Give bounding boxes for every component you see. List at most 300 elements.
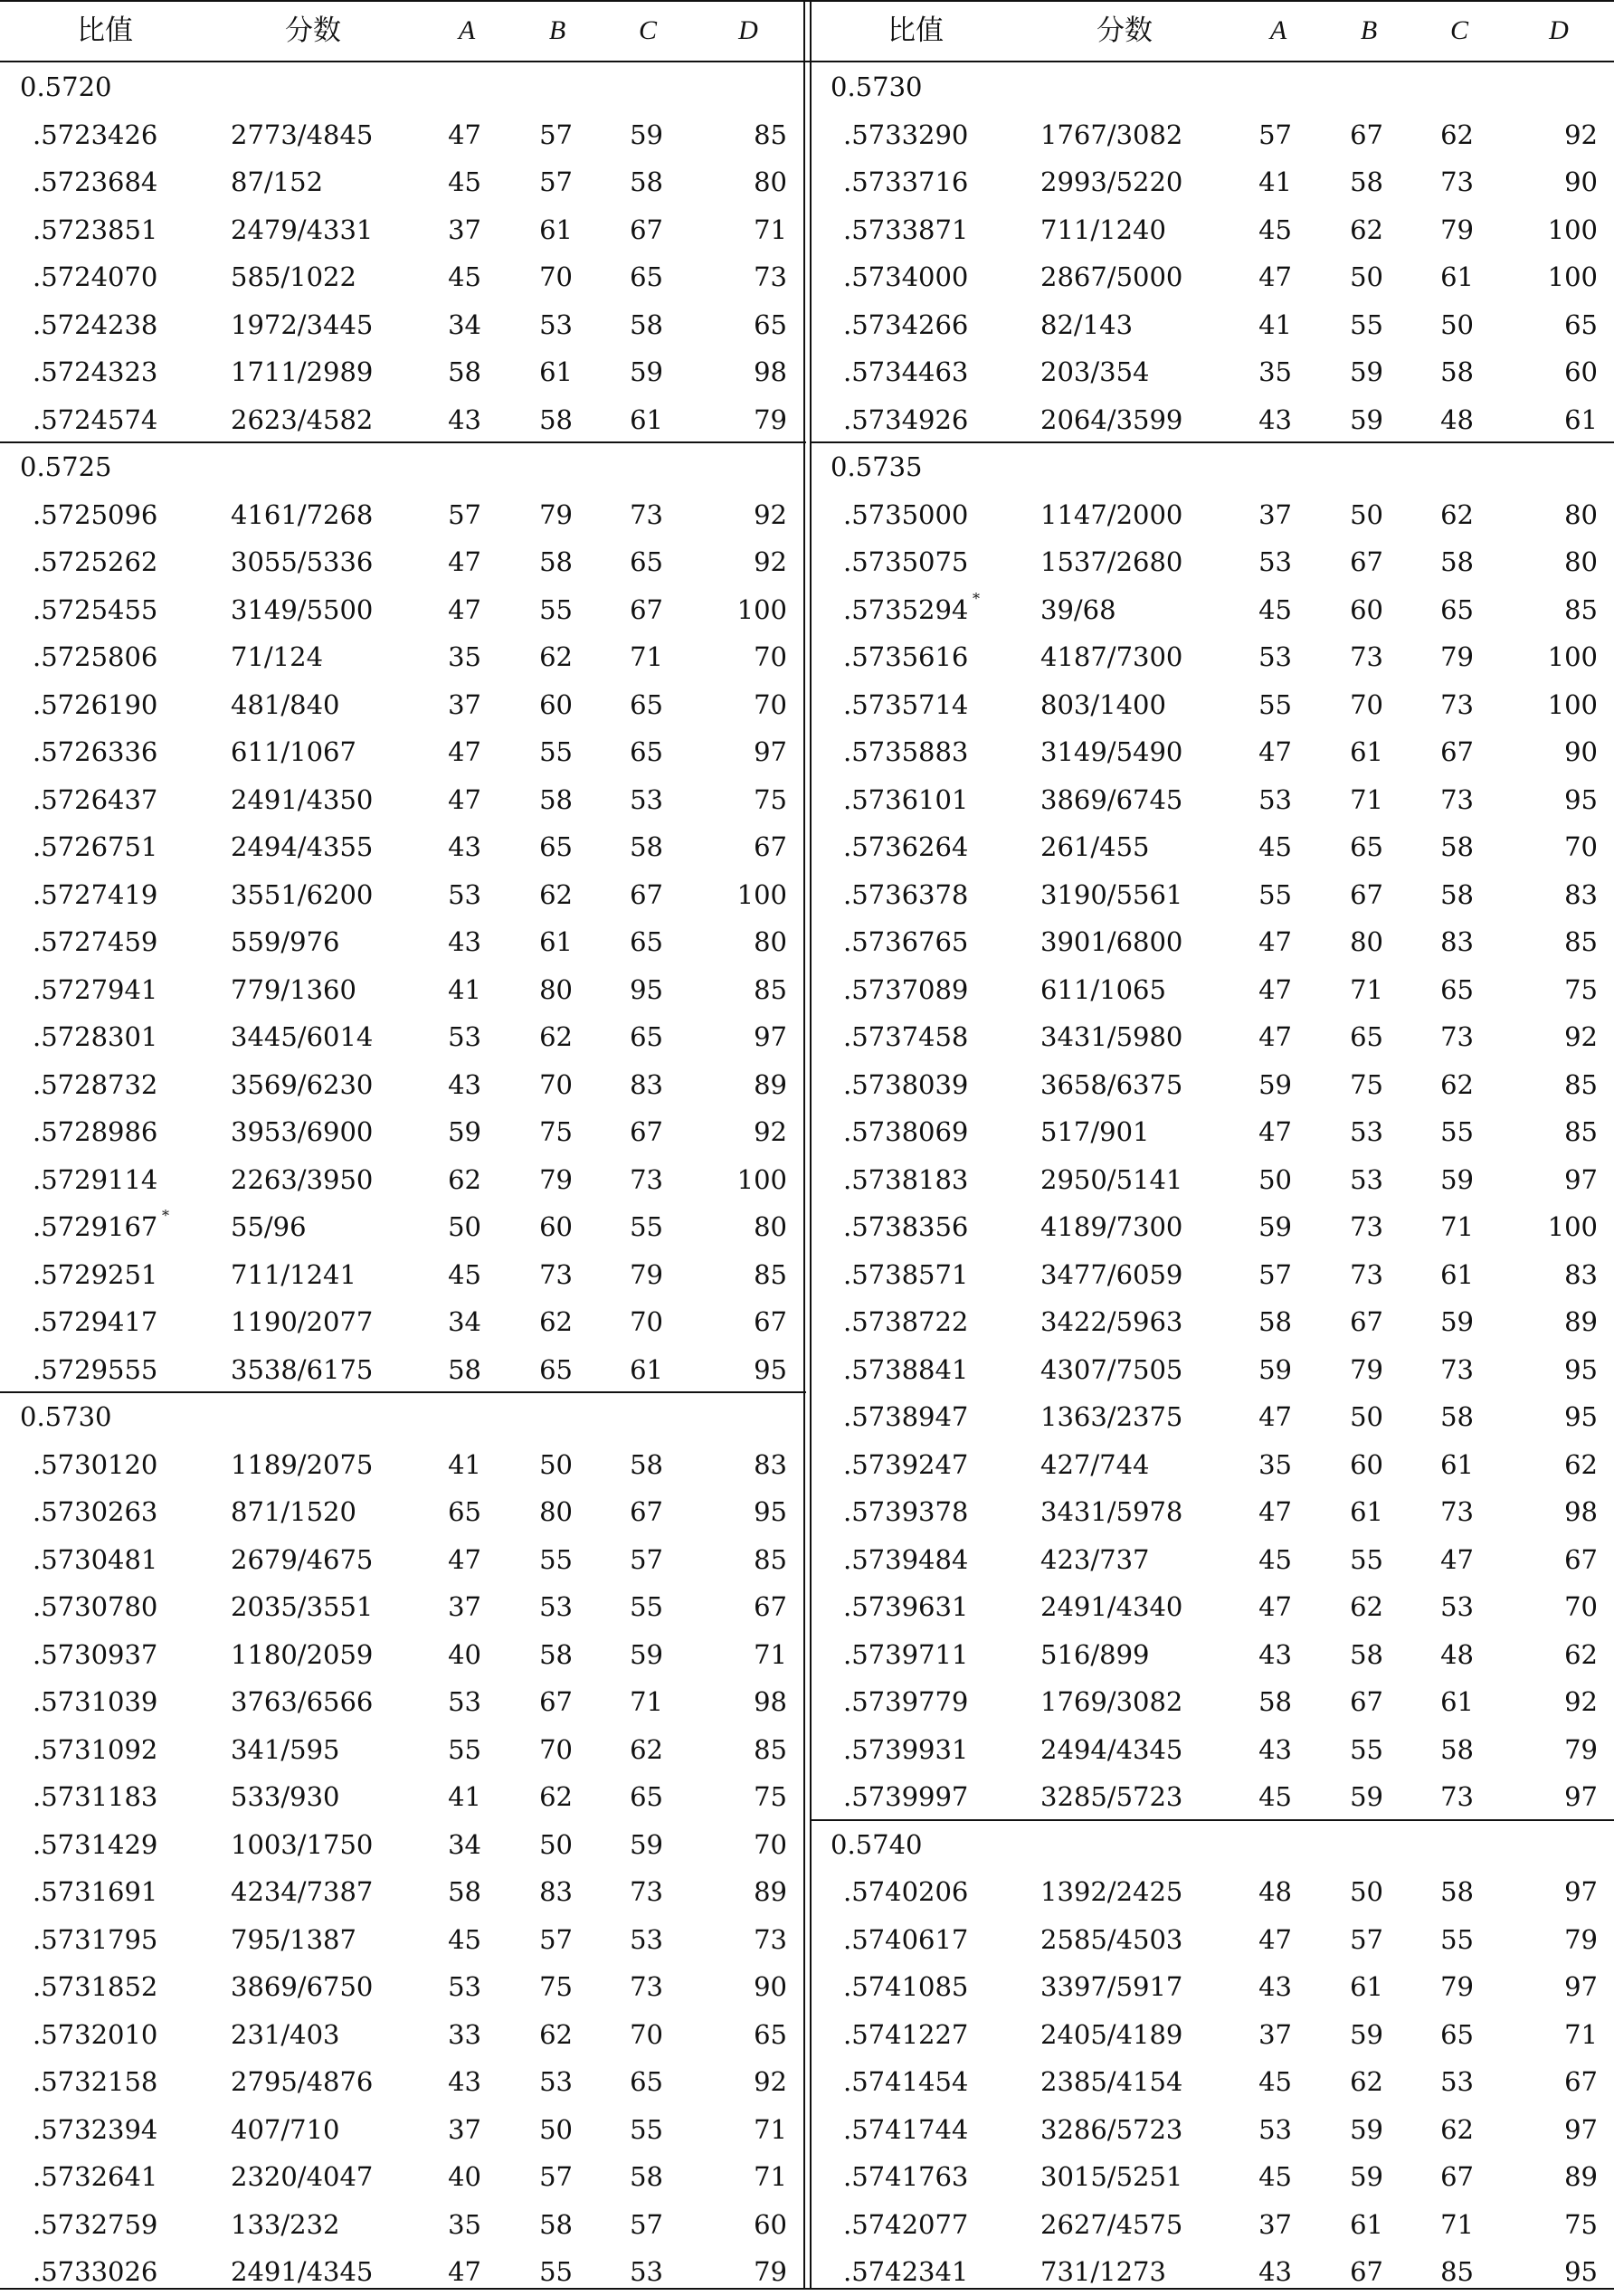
value-a: 65 — [448, 1496, 481, 1527]
fraction-value: 2950/5141 — [1040, 1163, 1183, 1195]
value-c: 57 — [630, 2208, 663, 2240]
value-a: 47 — [448, 119, 481, 150]
value-a: 58 — [448, 1876, 481, 1907]
value-c: 59 — [630, 1828, 663, 1860]
fraction-value: 1190/2077 — [231, 1306, 374, 1337]
ratio-value: .5729555 — [33, 1353, 158, 1385]
fraction-value: 2494/4345 — [1040, 1733, 1183, 1765]
value-a: 53 — [448, 1021, 481, 1052]
column-header-a: A — [458, 15, 476, 45]
value-a: 59 — [1258, 1211, 1292, 1242]
value-b: 67 — [1350, 546, 1383, 577]
value-b: 70 — [539, 1733, 573, 1765]
value-b: 62 — [539, 1306, 573, 1337]
value-c: 71 — [630, 641, 663, 672]
value-a: 34 — [448, 308, 481, 340]
value-c: 61 — [1440, 1448, 1474, 1480]
value-d: 95 — [754, 1496, 787, 1527]
value-a: 58 — [1258, 1686, 1292, 1717]
value-b: 55 — [539, 593, 573, 625]
value-b: 71 — [1350, 973, 1383, 1005]
value-c: 58 — [1440, 1733, 1474, 1765]
value-d: 95 — [1564, 2256, 1598, 2287]
value-a: 45 — [448, 1258, 481, 1290]
fraction-value: 3477/6059 — [1040, 1258, 1183, 1290]
value-c: 53 — [630, 2256, 663, 2287]
value-d: 97 — [1564, 1781, 1598, 1812]
column-header-fraction: 分数 — [1097, 14, 1153, 47]
value-d: 90 — [1564, 736, 1598, 767]
ratio-value: .5739711 — [843, 1638, 969, 1670]
group-label: 0.5725 — [20, 451, 112, 482]
ratio-value: .5740206 — [843, 1876, 969, 1907]
value-a: 59 — [1258, 1353, 1292, 1385]
fraction-value: 2627/4575 — [1040, 2208, 1183, 2240]
fraction-value: 1189/2075 — [231, 1448, 374, 1480]
value-a: 37 — [448, 1591, 481, 1622]
value-d: 100 — [736, 878, 787, 910]
value-b: 58 — [539, 546, 573, 577]
ratio-value: .5723851 — [33, 213, 158, 245]
ratio-value: .5734266 — [843, 308, 969, 340]
value-b: 58 — [1350, 1638, 1383, 1670]
value-b: 75 — [539, 1116, 573, 1147]
fraction-value: 2479/4331 — [231, 213, 374, 245]
value-b: 80 — [1350, 926, 1383, 957]
value-a: 40 — [448, 2161, 481, 2192]
value-a: 47 — [448, 1543, 481, 1575]
value-b: 60 — [539, 1211, 573, 1242]
column-header-b: B — [1360, 15, 1378, 45]
fraction-value: 1537/2680 — [1040, 546, 1183, 577]
value-a: 37 — [448, 213, 481, 245]
value-d: 70 — [754, 1828, 787, 1860]
value-b: 55 — [539, 1543, 573, 1575]
column-header-c: C — [1449, 15, 1468, 45]
value-c: 59 — [1440, 1163, 1474, 1195]
fraction-value: 795/1387 — [231, 1923, 356, 1955]
value-c: 70 — [630, 2018, 663, 2050]
value-d: 67 — [754, 1306, 787, 1337]
value-a: 62 — [448, 1163, 481, 1195]
ratio-value: .5732394 — [33, 2113, 158, 2145]
ratio-value: .5740617 — [843, 1923, 969, 1955]
column-header-c: C — [638, 15, 657, 45]
value-d: 95 — [1564, 1401, 1598, 1432]
value-a: 47 — [1258, 1591, 1292, 1622]
value-b: 50 — [539, 1448, 573, 1480]
fraction-value: 3538/6175 — [231, 1353, 374, 1385]
value-b: 50 — [1350, 498, 1383, 530]
value-a: 35 — [448, 2208, 481, 2240]
value-b: 80 — [539, 1496, 573, 1527]
value-b: 62 — [539, 878, 573, 910]
value-c: 67 — [630, 593, 663, 625]
value-c: 65 — [630, 926, 663, 957]
value-c: 53 — [1440, 2066, 1474, 2097]
value-b: 62 — [539, 1021, 573, 1052]
value-d: 100 — [736, 593, 787, 625]
value-b: 79 — [1350, 1353, 1383, 1385]
fraction-value: 4187/7300 — [1040, 641, 1183, 672]
value-d: 71 — [1564, 2018, 1598, 2050]
value-a: 45 — [1258, 1781, 1292, 1812]
value-c: 55 — [1440, 1923, 1474, 1955]
center-divider-left — [803, 0, 805, 2290]
group-separator — [812, 1819, 1614, 1821]
ratio-value: .5739247 — [843, 1448, 969, 1480]
value-d: 79 — [1564, 1923, 1598, 1955]
fraction-value: 2491/4345 — [231, 2256, 374, 2287]
ratio-value: .5741454 — [843, 2066, 969, 2097]
value-b: 58 — [539, 1638, 573, 1670]
column-header-d: D — [738, 15, 758, 45]
ratio-value: .5733871 — [843, 213, 969, 245]
value-b: 79 — [539, 498, 573, 530]
fraction-value: 3397/5917 — [1040, 1971, 1183, 2002]
value-b: 61 — [539, 356, 573, 387]
value-d: 67 — [754, 831, 787, 862]
value-c: 61 — [1440, 261, 1474, 292]
ratio-value: .5735000 — [843, 498, 969, 530]
fraction-value: 803/1400 — [1040, 688, 1166, 720]
value-d: 97 — [1564, 1163, 1598, 1195]
value-c: 65 — [630, 261, 663, 292]
value-a: 45 — [1258, 593, 1292, 625]
value-a: 47 — [1258, 1923, 1292, 1955]
value-c: 61 — [630, 403, 663, 435]
value-d: 89 — [754, 1068, 787, 1100]
ratio-value: .5728986 — [33, 1116, 158, 1147]
value-c: 58 — [630, 831, 663, 862]
value-a: 58 — [1258, 1306, 1292, 1337]
value-b: 79 — [539, 1163, 573, 1195]
value-d: 85 — [1564, 593, 1598, 625]
value-b: 67 — [1350, 878, 1383, 910]
value-a: 37 — [1258, 2208, 1292, 2240]
value-d: 75 — [1564, 973, 1598, 1005]
value-c: 65 — [1440, 593, 1474, 625]
value-a: 59 — [1258, 1068, 1292, 1100]
ratio-value: .5741763 — [843, 2161, 969, 2192]
value-b: 60 — [539, 688, 573, 720]
value-a: 41 — [1258, 166, 1292, 197]
value-c: 59 — [630, 1638, 663, 1670]
fraction-value: 611/1065 — [1040, 973, 1166, 1005]
value-d: 92 — [754, 546, 787, 577]
ratio-value: .5733290 — [843, 119, 969, 150]
value-b: 61 — [539, 213, 573, 245]
value-c: 67 — [630, 213, 663, 245]
value-c: 79 — [630, 1258, 663, 1290]
value-c: 73 — [1440, 1353, 1474, 1385]
fraction-value: 3285/5723 — [1040, 1781, 1183, 1812]
fraction-value: 1147/2000 — [1040, 498, 1183, 530]
fraction-value: 3901/6800 — [1040, 926, 1183, 957]
value-c: 58 — [1440, 831, 1474, 862]
fraction-value: 2035/3551 — [231, 1591, 374, 1622]
value-d: 83 — [754, 1448, 787, 1480]
ratio-value: .5735075 — [843, 546, 969, 577]
fraction-value: 2623/4582 — [231, 403, 374, 435]
ratio-value: .5741227 — [843, 2018, 969, 2050]
value-c: 53 — [1440, 1591, 1474, 1622]
value-d: 97 — [1564, 2113, 1598, 2145]
group-label: 0.5730 — [20, 1401, 112, 1432]
fraction-value: 3869/6750 — [231, 1971, 374, 2002]
value-c: 83 — [630, 1068, 663, 1100]
ratio-value: .5730120 — [33, 1448, 158, 1480]
value-b: 59 — [1350, 403, 1383, 435]
ratio-value: .5728301 — [33, 1021, 158, 1052]
ratio-value: .5724070 — [33, 261, 158, 292]
ratio-value: .5727459 — [33, 926, 158, 957]
value-a: 43 — [448, 2066, 481, 2097]
value-c: 73 — [1440, 688, 1474, 720]
ratio-value: .5725806 — [33, 641, 158, 672]
value-c: 62 — [1440, 2113, 1474, 2145]
value-c: 53 — [630, 1923, 663, 1955]
value-a: 45 — [1258, 2161, 1292, 2192]
value-c: 58 — [630, 2161, 663, 2192]
fraction-value: 4189/7300 — [1040, 1211, 1183, 1242]
ratio-value: .5732158 — [33, 2066, 158, 2097]
value-a: 34 — [448, 1306, 481, 1337]
ratio-value: .5738722 — [843, 1306, 969, 1337]
value-d: 97 — [1564, 1876, 1598, 1907]
value-b: 65 — [539, 831, 573, 862]
ratio-value: .5731795 — [33, 1923, 158, 1955]
value-a: 35 — [1258, 1448, 1292, 1480]
value-d: 61 — [1564, 403, 1598, 435]
header-bottom-rule — [0, 61, 1614, 62]
ratio-value: .5732641 — [33, 2161, 158, 2192]
value-b: 60 — [1350, 1448, 1383, 1480]
value-d: 79 — [754, 2256, 787, 2287]
value-a: 45 — [448, 261, 481, 292]
value-c: 55 — [630, 1211, 663, 1242]
ratio-value: .5738069 — [843, 1116, 969, 1147]
value-a: 45 — [1258, 831, 1292, 862]
value-d: 92 — [754, 2066, 787, 2097]
value-a: 53 — [448, 878, 481, 910]
ratio-value: .5724238 — [33, 308, 158, 340]
value-d: 85 — [754, 1733, 787, 1765]
value-c: 65 — [630, 546, 663, 577]
value-d: 67 — [754, 1591, 787, 1622]
value-b: 67 — [1350, 1686, 1383, 1717]
fraction-value: 2491/4350 — [231, 783, 374, 815]
fraction-value: 2491/4340 — [1040, 1591, 1183, 1622]
value-d: 65 — [754, 2018, 787, 2050]
value-a: 43 — [1258, 1971, 1292, 2002]
column-header-fraction: 分数 — [285, 14, 341, 47]
value-d: 70 — [1564, 831, 1598, 862]
value-a: 37 — [1258, 2018, 1292, 2050]
value-b: 67 — [539, 1686, 573, 1717]
ratio-value: .5727941 — [33, 973, 158, 1005]
fraction-value: 711/1240 — [1040, 213, 1166, 245]
fraction-value: 2993/5220 — [1040, 166, 1183, 197]
value-c: 47 — [1440, 1543, 1474, 1575]
value-d: 60 — [1564, 356, 1598, 387]
fraction-value: 4234/7387 — [231, 1876, 374, 1907]
value-c: 58 — [1440, 1401, 1474, 1432]
value-d: 80 — [754, 1211, 787, 1242]
fraction-value: 133/232 — [231, 2208, 340, 2240]
ratio-value: .5738039 — [843, 1068, 969, 1100]
ratio-value: .5729251 — [33, 1258, 158, 1290]
value-a: 53 — [448, 1686, 481, 1717]
value-b: 59 — [1350, 1781, 1383, 1812]
value-a: 50 — [448, 1211, 481, 1242]
ratio-value: .5735616 — [843, 641, 969, 672]
value-a: 58 — [448, 1353, 481, 1385]
fraction-value: 559/976 — [231, 926, 340, 957]
value-b: 58 — [539, 403, 573, 435]
value-c: 59 — [630, 119, 663, 150]
fraction-value: 2867/5000 — [1040, 261, 1183, 292]
fraction-value: 3431/5978 — [1040, 1496, 1183, 1527]
value-d: 90 — [754, 1971, 787, 2002]
value-c: 58 — [630, 166, 663, 197]
value-b: 71 — [1350, 783, 1383, 815]
value-c: 71 — [1440, 1211, 1474, 1242]
value-b: 57 — [539, 1923, 573, 1955]
ratio-value: .5735294 — [843, 593, 969, 625]
ratio-value: .5725262 — [33, 546, 158, 577]
value-c: 71 — [630, 1686, 663, 1717]
fraction-value: 3763/6566 — [231, 1686, 374, 1717]
value-a: 55 — [448, 1733, 481, 1765]
ratio-value: .5731039 — [33, 1686, 158, 1717]
fraction-value: 3422/5963 — [1040, 1306, 1183, 1337]
value-d: 100 — [1547, 261, 1598, 292]
value-c: 53 — [630, 783, 663, 815]
ratio-value: .5736378 — [843, 878, 969, 910]
value-c: 59 — [1440, 1306, 1474, 1337]
value-b: 57 — [539, 119, 573, 150]
value-b: 57 — [539, 166, 573, 197]
center-divider-right — [810, 0, 812, 2290]
value-b: 80 — [539, 973, 573, 1005]
fraction-value: 731/1273 — [1040, 2256, 1166, 2287]
ratio-value: .5726751 — [33, 831, 158, 862]
value-d: 75 — [754, 783, 787, 815]
value-a: 34 — [448, 1828, 481, 1860]
value-b: 83 — [539, 1876, 573, 1907]
fraction-value: 3015/5251 — [1040, 2161, 1183, 2192]
ratio-value: .5741085 — [843, 1971, 969, 2002]
value-b: 62 — [539, 1781, 573, 1812]
value-a: 43 — [1258, 403, 1292, 435]
value-c: 58 — [1440, 878, 1474, 910]
value-d: 85 — [754, 119, 787, 150]
ratio-value: .5739997 — [843, 1781, 969, 1812]
value-a: 47 — [448, 783, 481, 815]
value-b: 62 — [1350, 213, 1383, 245]
value-c: 65 — [630, 736, 663, 767]
value-c: 67 — [1440, 736, 1474, 767]
fraction-value: 3286/5723 — [1040, 2113, 1183, 2145]
value-c: 71 — [1440, 2208, 1474, 2240]
value-a: 40 — [448, 1638, 481, 1670]
ratio-value: .5738947 — [843, 1401, 969, 1432]
value-c: 79 — [1440, 213, 1474, 245]
value-b: 62 — [1350, 1591, 1383, 1622]
ratio-value: .5723684 — [33, 166, 158, 197]
value-a: 47 — [1258, 973, 1292, 1005]
value-c: 50 — [1440, 308, 1474, 340]
ratio-value: .5729417 — [33, 1306, 158, 1337]
fraction-value: 2494/4355 — [231, 831, 374, 862]
value-c: 79 — [1440, 641, 1474, 672]
fraction-value: 2585/4503 — [1040, 1923, 1183, 1955]
group-label: 0.5720 — [20, 71, 112, 102]
fraction-value: 3055/5336 — [231, 546, 374, 577]
ratio-value: .5739779 — [843, 1686, 969, 1717]
value-a: 43 — [448, 1068, 481, 1100]
value-d: 92 — [754, 498, 787, 530]
fraction-value: 2773/4845 — [231, 119, 374, 150]
fraction-value: 3445/6014 — [231, 1021, 374, 1052]
value-b: 75 — [539, 1971, 573, 2002]
value-a: 57 — [448, 498, 481, 530]
value-c: 62 — [630, 1733, 663, 1765]
fraction-value: 3190/5561 — [1040, 878, 1183, 910]
value-c: 59 — [630, 356, 663, 387]
ratio-value: .5723426 — [33, 119, 158, 150]
value-a: 47 — [1258, 1401, 1292, 1432]
fraction-value: 2385/4154 — [1040, 2066, 1183, 2097]
value-d: 85 — [754, 973, 787, 1005]
ratio-value: .5729167 — [33, 1211, 158, 1242]
group-label: 0.5740 — [831, 1828, 923, 1860]
value-a: 43 — [448, 403, 481, 435]
value-d: 100 — [1547, 641, 1598, 672]
value-d: 70 — [754, 641, 787, 672]
value-d: 75 — [1564, 2208, 1598, 2240]
fraction-value: 585/1022 — [231, 261, 356, 292]
value-d: 100 — [736, 1163, 787, 1195]
value-b: 65 — [1350, 1021, 1383, 1052]
ratio-value: .5733026 — [33, 2256, 158, 2287]
fraction-value: 3551/6200 — [231, 878, 374, 910]
value-d: 83 — [1564, 878, 1598, 910]
ratio-value: .5738571 — [843, 1258, 969, 1290]
column-header-a: A — [1269, 15, 1287, 45]
fraction-value: 39/68 — [1040, 593, 1116, 625]
fraction-value: 4307/7505 — [1040, 1353, 1183, 1385]
value-c: 62 — [1440, 1068, 1474, 1100]
ratio-value: .5738841 — [843, 1353, 969, 1385]
value-c: 58 — [1440, 356, 1474, 387]
ratio-value: .5724574 — [33, 403, 158, 435]
value-c: 70 — [630, 1306, 663, 1337]
value-a: 35 — [448, 641, 481, 672]
ratio-value: .5732010 — [33, 2018, 158, 2050]
fraction-value: 517/901 — [1040, 1116, 1150, 1147]
value-d: 70 — [754, 688, 787, 720]
value-b: 55 — [1350, 1543, 1383, 1575]
value-a: 48 — [1258, 1876, 1292, 1907]
value-c: 73 — [1440, 783, 1474, 815]
value-b: 58 — [539, 2208, 573, 2240]
value-d: 97 — [1564, 1971, 1598, 2002]
value-b: 67 — [1350, 119, 1383, 150]
ratio-value: .5738183 — [843, 1163, 969, 1195]
value-b: 55 — [1350, 308, 1383, 340]
